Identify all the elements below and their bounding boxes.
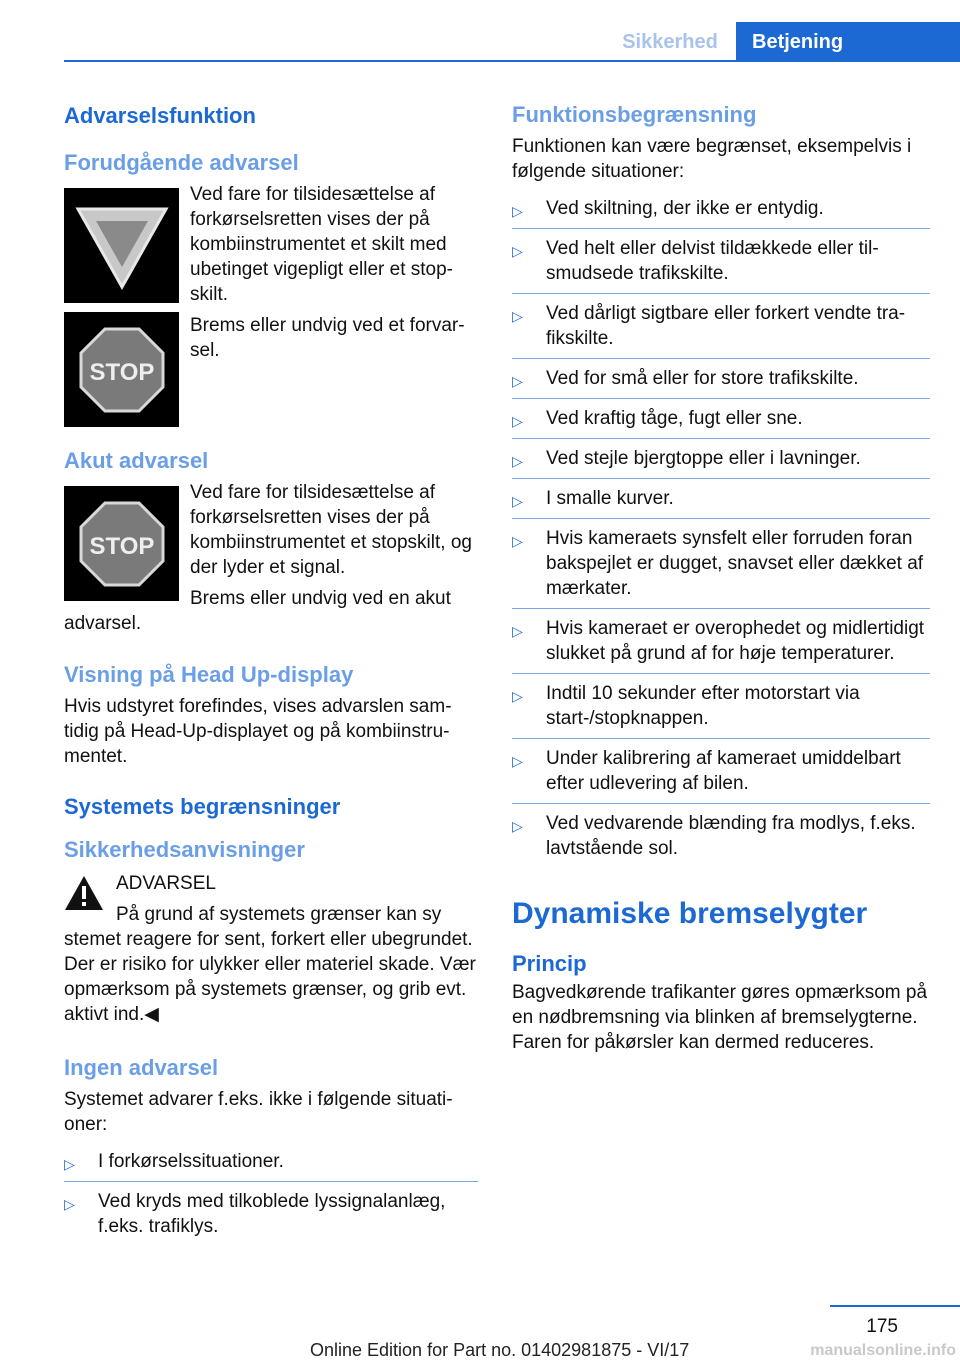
list-item: ▷ Ved skiltning, der ikke er entydig.: [512, 196, 930, 229]
page-number: 175: [866, 1316, 898, 1337]
list-item: ▷ Ved stejle bjergtoppe eller i lavninger.: [512, 446, 930, 479]
acute-warning-text-2a: Brems eller undvig ved en akut: [190, 588, 451, 609]
right-column: [512, 100, 930, 1055]
stop-sign-label: STOP: [89, 358, 154, 386]
footer-rule: [830, 1305, 960, 1307]
left-column: [64, 100, 478, 1253]
bullet-triangle-icon: ▷: [64, 1196, 75, 1212]
list-item: ▷ Hvis kameraet er overophedet og midlertidigt slukket på grund af for høje temperaturer.: [512, 616, 930, 674]
pre-warning-block: [64, 182, 478, 440]
heading-pre-warning: Forudgående advarsel: [64, 150, 299, 175]
warning-text-a: På grund af systemets grænser kan sy: [116, 904, 442, 925]
bullet-triangle-icon: ▷: [512, 373, 523, 389]
tab-sikkerhed[interactable]: Sikkerhed: [622, 30, 718, 53]
bullet-triangle-icon: ▷: [512, 413, 523, 429]
list-item: ▷ Ved helt eller delvist tildækkede eller tilsmudsede trafikskilte.: [512, 236, 930, 294]
bullet-triangle-icon: ▷: [512, 308, 523, 324]
acute-warning-block: [64, 480, 478, 636]
heading-hud: Visning på Head Up-display: [64, 662, 354, 687]
bullet-triangle-icon: ▷: [512, 203, 523, 219]
hud-text: Hvis udstyret forefindes, vises advarslen samtidig på Head-Up-displayet og på kombiinstrumentet.: [64, 696, 452, 767]
no-warning-list: [64, 1149, 478, 1246]
warning-block: [64, 871, 478, 1027]
bullet-triangle-icon: ▷: [64, 1156, 75, 1172]
bullet-triangle-icon: ▷: [512, 243, 523, 259]
stop-sign-label: STOP: [89, 532, 154, 560]
bullet-triangle-icon: ▷: [512, 818, 523, 834]
acute-stop-sign-image: [64, 486, 179, 601]
no-warning-text: Systemet advarer f.eks. ikke i følgende situationer:: [64, 1089, 453, 1135]
list-item: ▷ Ved kryds med tilkoblede lyssignalanlæg, f.eks. trafiklys.: [64, 1191, 446, 1237]
tab-betjening[interactable]: Betjening: [736, 22, 960, 62]
list-item: ▷ Ved dårligt sigtbare eller forkert vendte trafikskilte.: [512, 301, 930, 359]
stop-sign-icon: [79, 327, 165, 413]
limitation-list: [512, 196, 930, 868]
warning-label: ADVARSEL: [116, 873, 216, 894]
edition-note: Online Edition for Part no. 01402981875 - VI/17: [310, 1340, 690, 1360]
acute-warning-text-1: Ved fare for tilsidesættelse af forkørselsretten vises der på kombiinstrumentet et stopskilt, og der lyder et signal.: [190, 482, 472, 578]
section-title-brake-lights: Dynamiske bremselygter: [512, 897, 868, 930]
list-item: ▷ Under kalibrering af kameraet umiddelbart efter udlevering af bilen.: [512, 746, 930, 804]
bullet-triangle-icon: ▷: [512, 688, 523, 704]
stop-sign-image: [64, 312, 179, 427]
list-item: ▷ Ved kraftig tåge, fugt eller sne.: [512, 406, 930, 439]
bullet-triangle-icon: ▷: [512, 623, 523, 639]
brake-lights-text: Bagvedkørende trafikanter gøres opmærksom på en nødbremsning via blinken af bremselygterne. Faren for påkørsler kan dermed reduceres.: [512, 982, 928, 1053]
list-item: ▷ I smalle kurver.: [512, 486, 930, 519]
bullet-triangle-icon: ▷: [512, 533, 523, 549]
watermark: manualsonline.info: [810, 1342, 956, 1359]
acute-warning-text-2b: advarsel.: [64, 613, 142, 634]
list-item: ▷ Indtil 10 sekunder efter motorstart via start-/stopknappen.: [512, 681, 930, 739]
heading-acute-warning: Akut advarsel: [64, 448, 209, 473]
warning-triangle-icon: [64, 875, 104, 911]
warning-text-b: stemet reagere for sent, forkert eller ubegrundet. Der er risiko for ulykker eller materiel skade. Vær opmærksom på systemets grænser, og grib evt. aktivt ind.◀: [64, 929, 476, 1025]
bullet-triangle-icon: ▷: [512, 493, 523, 509]
section-title-limits: Systemets begrænsninger: [64, 794, 341, 819]
limitation-text: Funktionen kan være begrænset, eksempelvis i følgende situationer:: [512, 136, 912, 182]
heading-principle: Princip: [512, 951, 587, 976]
bullet-triangle-icon: ▷: [512, 753, 523, 769]
stop-sign-icon: [79, 501, 165, 587]
section-title-warning-function: Advarselsfunktion: [64, 103, 256, 128]
heading-no-warning: Ingen advarsel: [64, 1055, 219, 1080]
yield-sign-icon: [72, 201, 172, 291]
list-item: ▷ Ved for små eller for store trafikskilte.: [512, 366, 930, 399]
bullet-triangle-icon: ▷: [512, 453, 523, 469]
yield-sign-image: [64, 188, 179, 303]
list-item: ▷ Hvis kameraets synsfelt eller forruden foran bakspejlet er dugget, snavset eller dækket af mærkater.: [512, 526, 930, 609]
list-item: ▷ Ved vedvarende blænding fra modlys, f.eks. lavtstående sol.: [512, 813, 916, 859]
heading-safety: Sikkerhedsanvisninger: [64, 837, 305, 862]
pre-warning-text-1: Ved fare for tilsidesættelse af forkørselsretten vises der på kombiinstrumentet et skilt med ubetinget vigepligt eller et stopskilt.: [190, 184, 453, 305]
pre-warning-text-2: Brems eller undvig ved et forvarsel.: [190, 315, 465, 361]
list-item: ▷ I forkørselssituationer.: [64, 1149, 478, 1182]
heading-function-limitation: Funktionsbegrænsning: [512, 102, 757, 127]
